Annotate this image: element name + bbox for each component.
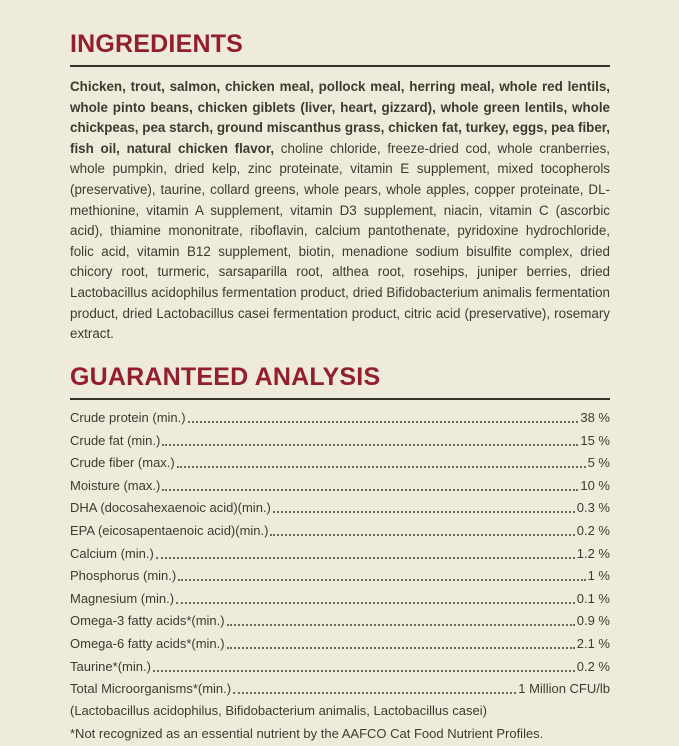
analysis-row bbox=[70, 407, 610, 430]
guaranteed-analysis-heading-divider bbox=[70, 398, 610, 400]
analysis-row-label: Crude fiber (max.) bbox=[70, 455, 175, 471]
analysis-row-value: 1.2 % bbox=[576, 545, 610, 561]
analysis-row-label: Omega-3 fatty acids*(min.) bbox=[70, 613, 225, 629]
analysis-row bbox=[70, 452, 610, 475]
analysis-row-label: Moisture (max.) bbox=[70, 477, 161, 493]
analysis-row bbox=[70, 497, 610, 520]
dot-leader bbox=[270, 534, 574, 536]
dot-leader bbox=[178, 579, 585, 581]
ingredients-text bbox=[70, 77, 610, 345]
ingredients-section bbox=[70, 32, 610, 345]
dot-leader bbox=[162, 489, 578, 491]
dot-leader bbox=[162, 444, 578, 446]
dot-leader bbox=[188, 421, 579, 423]
dot-leader bbox=[176, 602, 575, 604]
analysis-row bbox=[70, 542, 610, 565]
ingredients-heading-divider bbox=[70, 65, 610, 67]
analysis-row-value: 1 Million CFU/lb bbox=[518, 681, 610, 697]
analysis-row bbox=[70, 520, 610, 543]
analysis-row-value: 0.3 % bbox=[576, 500, 610, 516]
ingredients-heading: INGREDIENTS bbox=[70, 30, 244, 58]
analysis-row-value: 0.1 % bbox=[576, 590, 610, 606]
guaranteed-analysis-heading: GUARANTEED ANALYSIS bbox=[70, 362, 381, 391]
dot-leader bbox=[177, 466, 586, 468]
analysis-row-value: 0.2 % bbox=[576, 522, 610, 538]
analysis-row-label: Phosphorus (min.) bbox=[70, 568, 177, 584]
analysis-row-value: 0.9 % bbox=[576, 613, 610, 629]
analysis-row-label: DHA (docosahexaenoic acid)(min.) bbox=[70, 500, 271, 516]
dot-leader bbox=[156, 557, 575, 559]
analysis-row bbox=[70, 565, 610, 588]
microorganisms-species-note: (Lactobacillus acidophilus, Bifidobacterium animalis, Lactobacillus casei) bbox=[70, 703, 487, 719]
analysis-row bbox=[70, 587, 610, 610]
analysis-row-label: Taurine*(min.) bbox=[70, 658, 151, 674]
analysis-row bbox=[70, 678, 610, 701]
analysis-row-value: 0.2 % bbox=[576, 658, 610, 674]
analysis-row-label: Calcium (min.) bbox=[70, 545, 154, 561]
analysis-row-label: Total Microorganisms*(min.) bbox=[70, 681, 232, 697]
dot-leader bbox=[153, 670, 575, 672]
aafco-footnote: *Not recognized as an essential nutrient by the AAFCO Cat Food Nutrient Profiles. bbox=[70, 726, 544, 742]
analysis-row bbox=[70, 429, 610, 452]
analysis-row-label: Crude protein (min.) bbox=[70, 410, 186, 426]
analysis-row-value: 10 % bbox=[580, 477, 610, 493]
ingredients-primary-text: Chicken, trout, salmon, chicken meal, pollock meal, herring meal, whole red lentils, whole pinto beans, chicken giblets (liver, heart, gizzard), whole green lentils, whole chickpeas, pea starch, ground miscanthus grass, chicken fat, turkey, eggs, pea fiber, fish oil, natural chicken flavor, bbox=[70, 79, 610, 156]
ingredients-secondary-text: choline chloride, freeze-dried cod, whole cranberries, whole pumpkin, dried kelp, zinc proteinate, vitamin E supplement, mixed tocopherols (preservative), taurine, collard greens, whole pears, whole apples, copper proteinate, DL-methionine, vitamin A supplement, vitamin D3 supplement, niacin, vitamin C (ascorbic acid), thiamine mononitrate, riboflavin, calcium pantothenate, pyridoxine hydrochloride, folic acid, vitamin B12 supplement, biotin, menadione sodium bisulfite complex, dried chicory root, turmeric, sarsaparilla root, althea root, rosehips, juniper berries, dried Lactobacillus acidophilus fermentation product, dried Bifidobacterium animalis fermentation product, dried Lactobacillus casei fermentation product, citric acid (preservative), rosemary extract. bbox=[70, 140, 610, 342]
analysis-row-value: 38 % bbox=[580, 410, 610, 426]
dot-leader bbox=[233, 692, 516, 694]
analysis-table bbox=[70, 407, 610, 701]
analysis-row-value: 2.1 % bbox=[576, 635, 610, 651]
analysis-row bbox=[70, 610, 610, 633]
analysis-row-value: 5 % bbox=[587, 455, 610, 471]
analysis-row bbox=[70, 633, 610, 656]
dot-leader bbox=[273, 511, 575, 513]
dot-leader bbox=[227, 647, 575, 649]
analysis-row-label: Crude fat (min.) bbox=[70, 432, 161, 448]
analysis-row bbox=[70, 655, 610, 678]
dot-leader bbox=[227, 624, 575, 626]
analysis-row-value: 15 % bbox=[580, 432, 610, 448]
analysis-row-label: Magnesium (min.) bbox=[70, 590, 175, 606]
analysis-row bbox=[70, 475, 610, 498]
analysis-row-label: Omega-6 fatty acids*(min.) bbox=[70, 635, 225, 651]
guaranteed-analysis-section bbox=[70, 362, 610, 746]
analysis-row-value: 1 % bbox=[587, 568, 610, 584]
analysis-row-label: EPA (eicosapentaenoic acid)(min.) bbox=[70, 522, 269, 538]
